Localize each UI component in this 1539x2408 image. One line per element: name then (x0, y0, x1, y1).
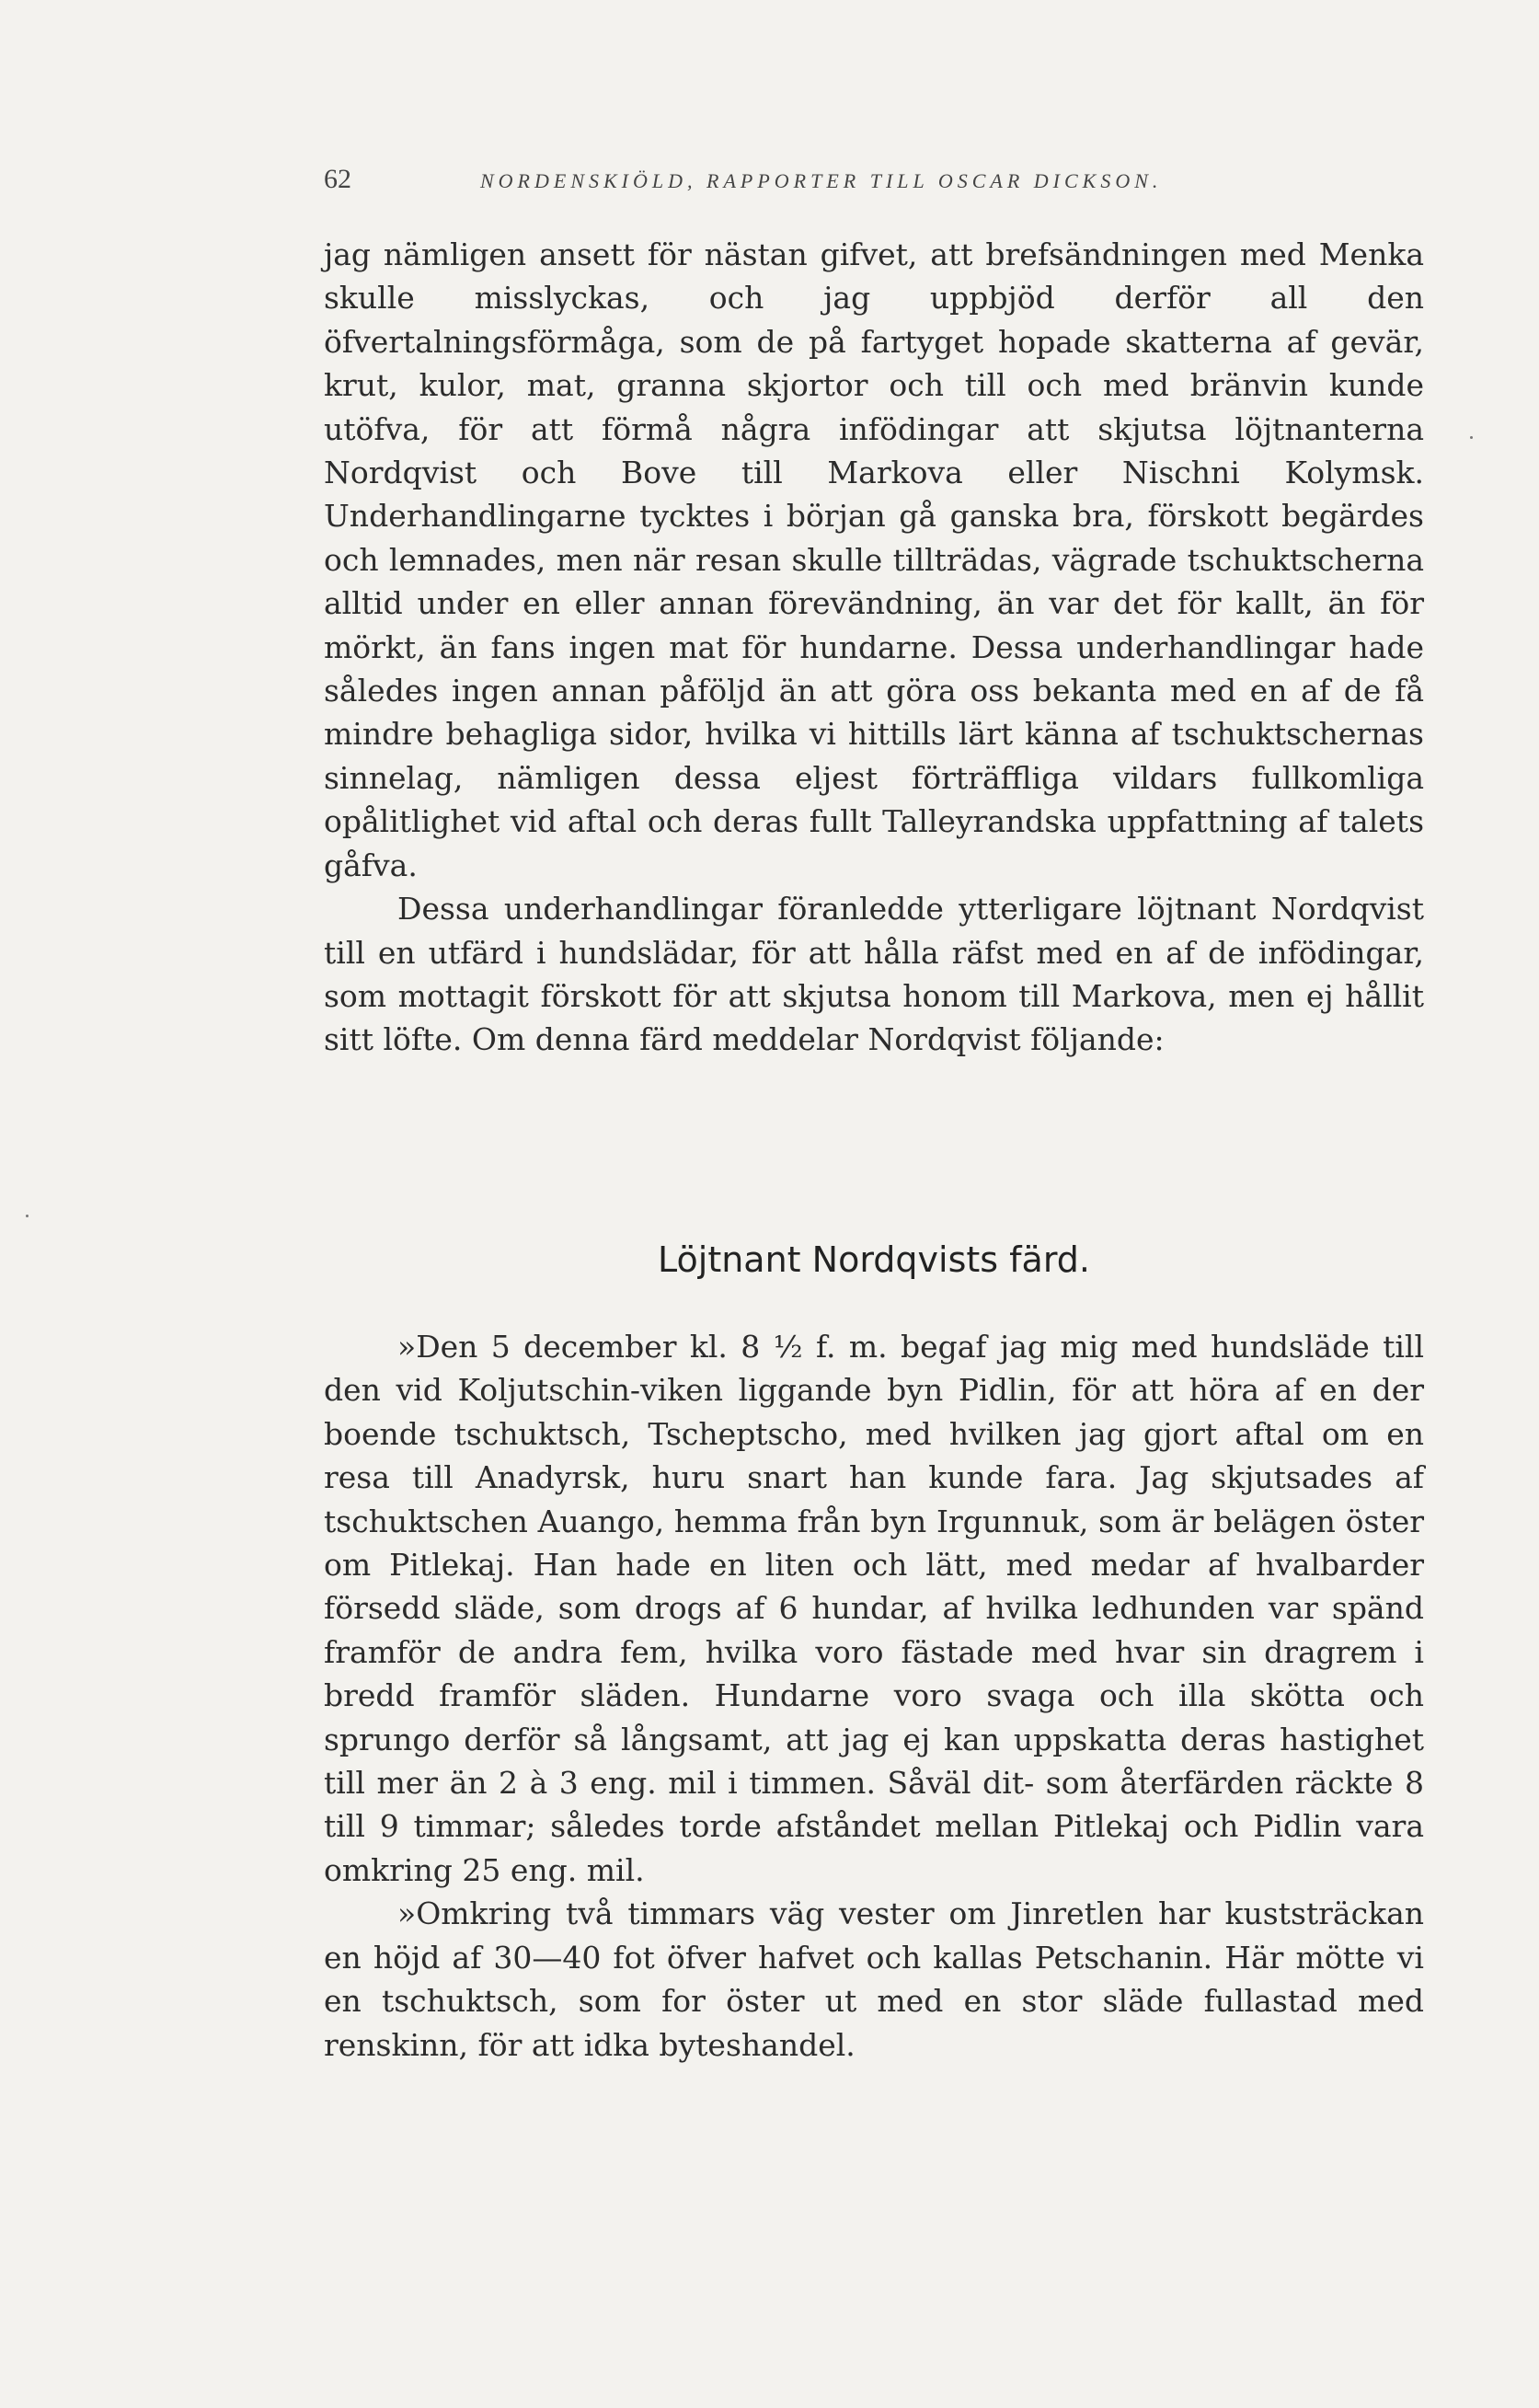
section-heading: Löjtnant Nordqvists färd. (658, 1239, 1090, 1280)
paragraph: »Omkring två timmars väg vester om Jinretlen har kuststräckan en höjd af 30—40 fot öfver hafvet och kallas Petschanin. Här mötte vi en tschuktsch, som for öster ut med en stor släde fullastad med renskinn, för att idka byteshandel. (324, 1895, 1424, 2063)
stray-mark (26, 1215, 29, 1217)
body-text-before-heading (324, 233, 1424, 1062)
paragraph: Dessa underhandlingar föranledde ytterligare löjtnant Nordqvist till en utfärd i hundslädar, för att hålla räfst med en af de infödingar, som mottagit förskott för att skjutsa honom till Markova, men ej hållit sitt löfte. Om denna färd meddelar Nordqvist följande: (324, 891, 1424, 1058)
running-head (324, 164, 1428, 201)
body-text-after-heading (324, 1325, 1424, 2067)
paragraph: jag nämligen ansett för nästan gifvet, att brefsändningen med Menka skulle misslyckas, och jag uppbjöd derför all den öfvertalningsförmåga, som de på fartyget hopade skatterna af gevär, krut, kulor, mat, granna skjortor och till och med bränvin kunde utöfva, för att förmå några infödingar att skjutsa löjtnanterna Nordqvist och Bove till Markova eller Nischni Kolymsk. Underhandlingarne tycktes i början gå ganska bra, förskott begärdes och lemnades, men när resan skulle tillträdas, vägrade tschuktscherna alltid under en eller annan förevändning, än var det för kallt, än för mörkt, än fans ingen mat för hundarne. Dessa underhandlingar hade således ingen annan påföljd än att göra oss bekanta med en af de få mindre behagliga sidor, hvilka vi hittills lärt känna af tschuktschernas sinnelag, nämligen dessa eljest förträffliga vildars fullkomliga opålitlighet vid aftal och deras fullt Talleyrandska uppfattning af talets gåfva. (324, 236, 1424, 883)
running-title: NORDENSKIÖLD, RAPPORTER TILL OSCAR DICKSON. (480, 169, 1163, 192)
stray-mark (1470, 436, 1473, 439)
page-number: 62 (324, 164, 351, 194)
paragraph: »Den 5 december kl. 8 ½ f. m. begaf jag mig med hundsläde till den vid Koljutschin-viken liggande byn Pidlin, för att höra af en der boende tschuktsch, Tscheptscho, med hvilken jag gjort aftal om en resa till Anadyrsk, huru snart han kunde fara. Jag skjutsades af tschuktschen Auango, hemma från byn Irgunnuk, som är belägen öster om Pitlekaj. Han hade en liten och lätt, med medar af hvalbarder försedd släde, som drogs af 6 hundar, af hvilka ledhunden var spänd framför de andra fem, hvilka voro fästade med hvar sin dragrem i bredd framför släden. Hundarne voro svaga och illa skötta och sprungo derför så långsamt, att jag ej kan uppskatta deras hastighet till mer än 2 à 3 eng. mil i timmen. Såväl dit- som återfärden räckte 8 till 9 timmar; således torde afståndet mellan Pitlekaj och Pidlin vara omkring 25 eng. mil. (324, 1329, 1424, 1888)
